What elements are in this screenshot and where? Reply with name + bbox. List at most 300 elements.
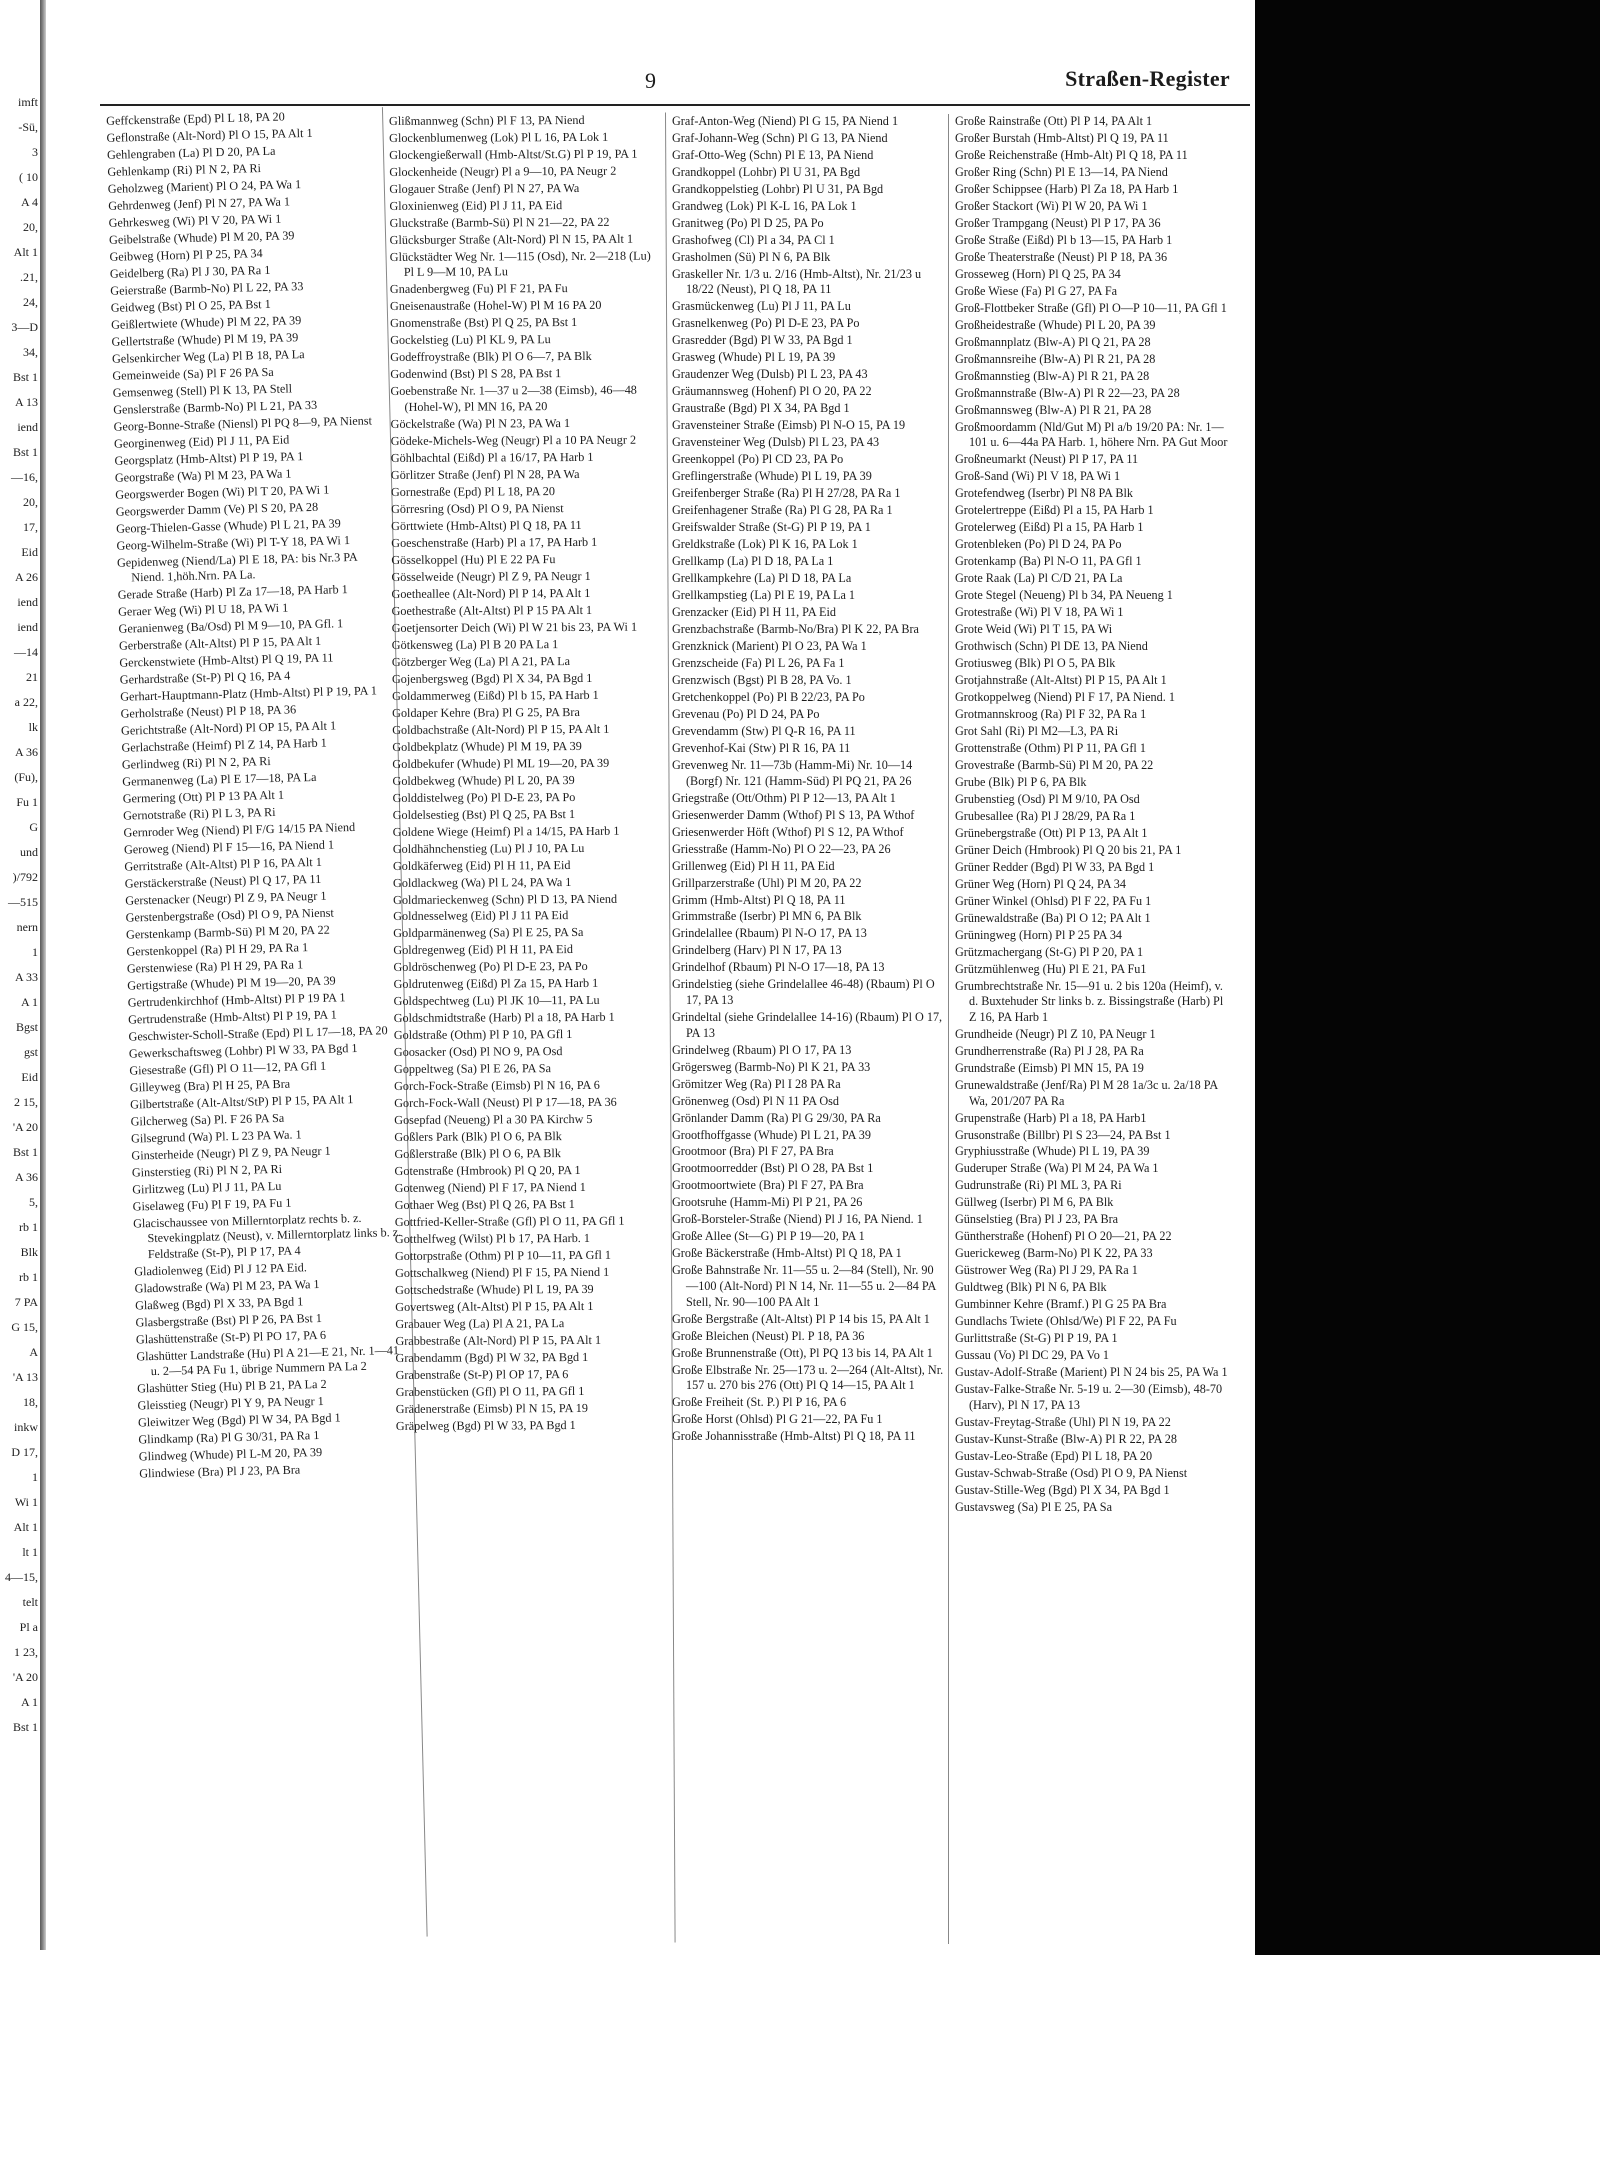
page-header <box>100 62 1250 106</box>
edge-fragment: rb 1 <box>19 1270 38 1284</box>
street-entry: Grindelhof (Rbaum) Pl N-O 17—18, PA 13 <box>672 960 885 975</box>
street-entry: Glückstädter Weg Nr. 1—115 (Osd), Nr. 2—218 (Lu) Pl L 9—M 10, PA Lu <box>389 248 651 280</box>
street-entry: Goßlers Park (Blk) Pl O 6, PA Blk <box>394 1129 562 1145</box>
register-columns <box>100 109 1250 1944</box>
street-entry: Grützmachergang (St-G) Pl P 20, PA 1 <box>955 944 1144 959</box>
street-entry: Glashüttenstraße (St-P) Pl PO 17, PA 6 <box>135 1327 327 1347</box>
street-entry: Grillenweg (Eid) Pl H 11, PA Eid <box>672 858 835 873</box>
edge-fragment: rb 1 <box>19 1220 38 1234</box>
street-entry: Gerlachstraße (Heimf) Pl Z 14, PA Harb 1 <box>121 735 327 755</box>
street-entry: Gernotstraße (Ri) Pl L 3, PA Ri <box>122 804 276 823</box>
edge-fragment: 2 15, <box>14 1095 38 1109</box>
street-entry: Grimmstraße (Iserbr) Pl MN 6, PA Blk <box>672 909 862 924</box>
street-entry: Goldspechtweg (Lu) Pl JK 10—11, PA Lu <box>393 993 600 1009</box>
street-entry: Große Brunnenstraße (Ott), Pl PQ 13 bis 14, PA Alt 1 <box>672 1345 933 1360</box>
street-entry: Grootmoortwiete (Bra) Pl F 27, PA Bra <box>672 1178 864 1193</box>
street-entry: Großheidestraße (Whude) Pl L 20, PA 39 <box>955 317 1156 332</box>
street-entry: Grindelweg (Rbaum) Pl O 17, PA 13 <box>672 1042 852 1057</box>
street-entry: Grasweg (Whude) Pl L 19, PA 39 <box>672 350 836 365</box>
street-entry: Glockenheide (Neugr) Pl a 9—10, PA Neugr 2 <box>389 163 617 179</box>
street-entry: Grabbestraße (Alt-Nord) Pl P 15, PA Alt 1 <box>395 1332 602 1349</box>
street-entry: Gerichtstraße (Alt-Nord) Pl OP 15, PA Alt 1 <box>120 718 337 738</box>
street-entry: Grashofweg (Cl) Pl a 34, PA Cl 1 <box>672 232 835 247</box>
street-entry: Großmoordamm (Nld/Gut M) Pl a/b 19/20 PA: Nr. 1—101 u. 6—44a PA Harb. 1, höhere Nrn. PA Gut Moor <box>955 419 1228 450</box>
street-entry: Goßlerstraße (Blk) Pl O 6, PA Blk <box>394 1146 561 1162</box>
street-entry: Glockengießerwall (Hmb-Altst/St.G) Pl P 19, PA 1 <box>389 146 638 162</box>
edge-fragment: 1 23, <box>14 1645 38 1659</box>
street-entry: Gerstäckerstraße (Neust) Pl Q 17, PA 11 <box>124 871 322 891</box>
edge-fragment: A 1 <box>20 1695 38 1709</box>
street-entry: Grotiusweg (Blk) Pl O 5, PA Blk <box>955 656 1116 671</box>
street-entry: Grundheide (Neugr) Pl Z 10, PA Neugr 1 <box>955 1026 1156 1041</box>
street-entry: Günselstieg (Bra) Pl J 23, PA Bra <box>955 1212 1119 1227</box>
street-entry: Glindweg (Whude) Pl L-M 20, PA 39 <box>138 1445 323 1464</box>
street-entry: Goldbekweg (Whude) Pl L 20, PA 39 <box>392 772 575 788</box>
street-entry: Grasredder (Bgd) Pl W 33, PA Bgd 1 <box>672 333 853 348</box>
street-entry: Gertrudenkirchhof (Hmb-Altst) Pl P 19 PA 1 <box>127 990 346 1010</box>
street-entry: Glogauer Straße (Jenf) Pl N 27, PA Wa <box>389 180 580 196</box>
street-entry: Göckelstraße (Wa) Pl N 23, PA Wa 1 <box>390 415 571 431</box>
street-entry: Gumbinner Kehre (Bramf.) Pl G 25 PA Bra <box>955 1297 1167 1312</box>
street-entry: Gehrdenweg (Jenf) Pl N 27, PA Wa 1 <box>108 194 291 213</box>
street-entry: Goldnesselweg (Eid) Pl J 11 PA Eid <box>393 908 569 924</box>
street-entry: Goldregenweg (Eid) Pl H 11, PA Eid <box>393 942 573 958</box>
street-entry: Grundstraße (Eimsb) Pl MN 15, PA 19 <box>955 1060 1144 1075</box>
street-entry: Gleiwitzer Weg (Bgd) Pl W 34, PA Bgd 1 <box>137 1410 341 1430</box>
street-entry: Germanenweg (La) Pl E 17—18, PA La <box>122 769 317 789</box>
street-entry: Große Theaterstraße (Neust) Pl P 18, PA 36 <box>955 249 1168 264</box>
street-entry: Gottschedstraße (Whude) Pl L 19, PA 39 <box>395 1282 594 1298</box>
street-entry: Grotenbleken (Po) Pl D 24, PA Po <box>955 537 1122 552</box>
street-entry: Goebenstraße Nr. 1—37 u 2—38 (Eimsb), 46—48 (Hohel-W), Pl MN 16, PA 20 <box>390 383 637 414</box>
edge-fragment: gst <box>23 1045 38 1059</box>
street-entry: Grotelertreppe (Eißd) Pl a 15, PA Harb 1 <box>955 503 1154 518</box>
column-3 <box>666 114 949 1944</box>
street-entry: Gorch-Fock-Wall (Neust) Pl P 17—18, PA 36 <box>394 1095 617 1111</box>
street-entry: Geibweg (Horn) Pl P 25, PA 34 <box>109 245 263 264</box>
street-entry: Goldbekplatz (Whude) Pl M 19, PA 39 <box>392 738 582 754</box>
edge-fragment: A 13 <box>14 395 38 409</box>
street-entry: Goldaper Kehre (Bra) Pl G 25, PA Bra <box>392 704 580 720</box>
street-entry: Grotmannskroog (Ra) Pl F 32, PA Ra 1 <box>955 707 1147 722</box>
street-entry: Gussau (Vo) Pl DC 29, PA Vo 1 <box>955 1348 1109 1363</box>
street-entry: Ginsterstieg (Ri) Pl N 2, PA Ri <box>131 1161 283 1180</box>
edge-fragment: inkw <box>14 1420 38 1434</box>
street-entry: Geschwister-Scholl-Straße (Epd) Pl L 17—18, PA 20 <box>128 1023 388 1044</box>
street-entry: Große Freiheit (St. P.) Pl P 16, PA 6 <box>672 1395 847 1410</box>
street-entry: Grindelberg (Harv) Pl N 17, PA 13 <box>672 943 842 958</box>
edge-fragment: A 4 <box>20 195 38 209</box>
edge-fragment: 'A 13 <box>12 1370 38 1384</box>
street-entry: Grumbrechtstraße Nr. 15—91 u. 2 bis 120a (Heimf), v. d. Buxtehuder Str links b. z. Bissingstraße (Harb) Pl Z 16, PA Harb 1 <box>955 978 1224 1024</box>
street-entry: Göhlbachtal (Eißd) Pl a 16/17, PA Harb 1 <box>390 449 594 465</box>
street-entry: Große Bäckerstraße (Hmb-Altst) Pl Q 18, PA 1 <box>672 1246 902 1261</box>
edge-fragment: 'A 20 <box>12 1120 38 1134</box>
street-entry: Großmannstraße (Blw-A) Pl R 22—23, PA 28 <box>955 385 1180 400</box>
edge-fragment: iend <box>17 420 38 434</box>
street-entry: Glockenblumenweg (Lok) Pl L 16, PA Lok 1 <box>389 129 609 145</box>
street-entry: Grögersweg (Barmb-No) Pl K 21, PA 33 <box>672 1059 871 1074</box>
street-entry: Gurlittstraße (St-G) Pl P 19, PA 1 <box>955 1331 1118 1346</box>
street-entry: Große Horst (Ohlsd) Pl G 21—22, PA Fu 1 <box>672 1412 883 1427</box>
street-entry: Grote Raak (La) Pl C/D 21, PA La <box>955 571 1123 586</box>
street-entry: Grevenau (Po) Pl D 24, PA Po <box>672 707 820 722</box>
scan-bottom-margin <box>0 1955 1600 2177</box>
street-entry: Golddistelweg (Po) Pl D-E 23, PA Po <box>392 789 576 805</box>
street-entry: Güntherstraße (Hohenf) Pl O 20—21, PA 22 <box>955 1229 1172 1244</box>
street-entry: Götzberger Weg (La) Pl A 21, PA La <box>391 653 571 669</box>
street-entry: Grosseweg (Horn) Pl Q 25, PA 34 <box>955 266 1121 281</box>
street-entry: Gockelstieg (Lu) Pl KL 9, PA Lu <box>390 332 551 348</box>
street-entry: Grindeltal (siehe Grindelallee 14-16) (Rbaum) Pl O 17, PA 13 <box>672 1010 943 1040</box>
street-entry: Gehlengraben (La) Pl D 20, PA La <box>106 143 276 162</box>
street-entry: Gotenstraße (Hmbrook) Pl Q 20, PA 1 <box>394 1163 581 1179</box>
edge-fragment: 4—15, <box>5 1570 38 1584</box>
street-entry: Götkensweg (La) Pl B 20 PA La 1 <box>391 636 559 652</box>
street-entry: Großer Burstah (Hmb-Altst) Pl Q 19, PA 11 <box>955 130 1169 145</box>
street-entry: Greifenberger Straße (Ra) Pl H 27/28, PA Ra 1 <box>672 486 901 501</box>
street-entry: Goeschenstraße (Harb) Pl a 17, PA Harb 1 <box>391 534 598 550</box>
street-entry: Grote Stegel (Neueng) Pl b 34, PA Neueng 1 <box>955 588 1173 603</box>
edge-fragment: Bst 1 <box>12 370 38 384</box>
street-entry: Gundlachs Twiete (Ohlsd/We) Pl F 22, PA Fu <box>955 1314 1177 1329</box>
edge-fragment: Alt 1 <box>13 245 38 259</box>
street-entry: Godeffroystraße (Blk) Pl O 6—7, PA Blk <box>390 349 592 365</box>
street-entry: Grasnelkenweg (Po) Pl D-E 23, PA Po <box>672 316 860 331</box>
street-entry: Goldschmidtstraße (Harb) Pl a 18, PA Harb 1 <box>393 1010 615 1026</box>
edge-fragment: Wi 1 <box>14 1495 38 1509</box>
street-entry: Greifenhagener Straße (Ra) Pl G 28, PA Ra 1 <box>672 503 893 518</box>
street-entry: Goldlackweg (Wa) Pl L 24, PA Wa 1 <box>392 874 572 890</box>
street-entry: Ginsterheide (Neugr) Pl Z 9, PA Neugr 1 <box>131 1143 331 1163</box>
street-entry: Grandkoppel (Lohbr) Pl U 31, PA Bgd <box>672 164 861 179</box>
street-entry: Große Rainstraße (Ott) Pl P 14, PA Alt 1 <box>955 114 1153 128</box>
street-entry: Grabendamm (Bgd) Pl W 32, PA Bgd 1 <box>395 1350 589 1366</box>
street-entry: Graf-Anton-Weg (Niend) Pl G 15, PA Niend 1 <box>672 114 899 128</box>
street-entry: Griesenwerder Damm (Wthof) Pl S 13, PA Wthof <box>672 807 915 822</box>
edge-fragment: ( 10 <box>19 170 38 184</box>
street-entry: Grüner Winkel (Ohlsd) Pl F 22, PA Fu 1 <box>955 893 1152 908</box>
street-entry: Gerritstraße (Alt-Altst) Pl P 16, PA Alt 1 <box>124 854 323 874</box>
edge-fragment: iend <box>17 620 38 634</box>
street-entry: Grellkampkehre (La) Pl D 18, PA La <box>672 571 852 586</box>
street-entry: Glücksburger Straße (Alt-Nord) Pl N 15, PA Alt 1 <box>389 231 634 247</box>
street-entry: Guldtweg (Blk) Pl N 6, PA Blk <box>955 1280 1107 1295</box>
edge-fragment: Bgst <box>15 1020 38 1034</box>
street-entry: Glashütter Landstraße (Hu) Pl A 21—E 21, Nr. 1—41 u. 2—54 PA Fu 1, übrige Nummern PA La 2 <box>136 1342 400 1379</box>
street-entry: Genslerstraße (Barmb-No) Pl L 21, PA 33 <box>113 397 318 417</box>
street-entry: Goldrutenweg (Eißd) Pl Za 15, PA Harb 1 <box>393 976 599 992</box>
street-entry: Geidelberg (Ra) Pl J 30, PA Ra 1 <box>109 262 271 281</box>
street-entry: Grunewaldstraße (Jenf/Ra) Pl M 28 1a/3c u. 2a/18 PA Wa, 201/207 PA Ra <box>955 1077 1218 1108</box>
street-entry: Grützmühlenweg (Hu) Pl E 21, PA Fu1 <box>955 961 1147 976</box>
street-entry: Greifswalder Straße (St-G) Pl P 19, PA 1 <box>672 520 871 535</box>
street-entry: Gothaer Weg (Bst) Pl Q 26, PA Bst 1 <box>394 1197 575 1213</box>
edge-fragment: A 33 <box>14 970 38 984</box>
street-entry: Groß-Flottbeker Straße (Gfl) Pl O—P 10—11, PA Gfl 1 <box>955 300 1227 315</box>
edge-fragment: Eid <box>21 545 38 559</box>
column-4 <box>949 114 1232 1944</box>
edge-fragment: lt 1 <box>22 1545 38 1559</box>
street-entry: Grubenstieg (Osd) Pl M 9/10, PA Osd <box>955 791 1140 806</box>
street-entry: Gosepfad (Neueng) Pl a 30 PA Kirchw 5 <box>394 1112 593 1128</box>
street-entry: Georgsplatz (Hmb-Altst) Pl P 19, PA 1 <box>114 448 304 468</box>
street-entry: Gustavsweg (Sa) Pl E 25, PA Sa <box>955 1499 1112 1514</box>
edge-fragment: 21 <box>26 670 38 684</box>
edge-fragment: und <box>20 845 38 859</box>
street-entry: Grotelerweg (Eißd) Pl a 15, PA Harb 1 <box>955 520 1144 535</box>
street-entry: Guderuper Straße (Wa) Pl M 24, PA Wa 1 <box>955 1161 1159 1176</box>
street-entry: Görttwiete (Hmb-Altst) Pl Q 18, PA 11 <box>391 517 582 533</box>
edge-fragment: iend <box>17 595 38 609</box>
edge-fragment: 20, <box>23 220 38 234</box>
street-entry: Goetjensorter Deich (Wi) Pl W 21 bis 23, PA Wi 1 <box>391 619 638 635</box>
street-entry: Geffckenstraße (Epd) Pl L 18, PA 20 <box>105 109 285 128</box>
street-entry: Graudenzer Weg (Dulsb) Pl L 23, PA 43 <box>672 367 868 382</box>
street-entry: Gluckstraße (Barmb-Sü) Pl N 21—22, PA 22 <box>389 214 610 230</box>
street-entry: Gornestraße (Epd) Pl L 18, PA 20 <box>390 483 555 499</box>
edge-fragment: 7 PA <box>14 1295 38 1309</box>
street-entry: Gösselkoppel (Hu) Pl E 22 PA Fu <box>391 551 556 567</box>
edge-fragment: )/792 <box>12 870 38 884</box>
edge-fragment: Bst 1 <box>12 1145 38 1159</box>
column-2 <box>383 113 676 1944</box>
street-entry: Gloxinienweg (Eid) Pl J 11, PA Eid <box>389 197 563 213</box>
street-entry: Görresring (Osd) Pl O 9, PA Nienst <box>391 500 564 516</box>
street-entry: Geflonstraße (Alt-Nord) Pl O 15, PA Alt 1 <box>106 125 313 145</box>
street-entry: Grotjahnstraße (Alt-Altst) Pl P 15, PA Alt 1 <box>955 673 1167 688</box>
edge-fragment: 1 <box>32 945 38 959</box>
street-entry: Govertsweg (Alt-Altst) Pl P 15, PA Alt 1 <box>395 1299 594 1315</box>
street-entry: Geraer Weg (Wi) Pl U 18, PA Wi 1 <box>117 600 289 619</box>
street-entry: Gilsegrund (Wa) Pl. L 23 PA Wa. 1 <box>130 1127 302 1146</box>
street-entry: Grot Sahl (Ri) Pl M2—L3, PA Ri <box>955 724 1119 739</box>
street-entry: Guerickeweg (Barm-No) Pl K 22, PA 33 <box>955 1246 1153 1261</box>
street-entry: Goldstraße (Othm) Pl P 10, PA Gfl 1 <box>393 1027 573 1043</box>
edge-fragment: A 36 <box>14 1170 38 1184</box>
street-entry: Große Johannisstraße (Hmb-Altst) Pl Q 18, PA 11 <box>672 1429 916 1444</box>
edge-fragment: —515 <box>8 895 38 909</box>
edge-fragment: 'A 20 <box>12 1670 38 1684</box>
street-entry: Goppeltweg (Sa) Pl E 26, PA Sa <box>393 1061 552 1077</box>
street-entry: Goosacker (Osd) Pl NO 9, PA Osd <box>393 1044 563 1060</box>
edge-fragment: (Fu), <box>14 770 38 784</box>
street-entry: Germering (Ott) Pl P 13 PA Alt 1 <box>122 787 285 806</box>
street-entry: Grube (Blk) Pl P 6, PA Blk <box>955 775 1087 789</box>
street-entry: Glacischaussee von Millerntorplatz rechts b. z. Stevekingplatz (Neust), v. Millerntorplatz links b. z. Feldstraße (St-P), Pl P 17, PA 4 <box>132 1210 402 1261</box>
street-entry: Grasholmen (Sü) Pl N 6, PA Blk <box>672 249 831 264</box>
street-entry: Gerstenacker (Neugr) Pl Z 9, PA Neugr 1 <box>125 888 327 908</box>
street-entry: Greenkoppel (Po) Pl CD 23, PA Po <box>672 452 844 467</box>
street-entry: Giselaweg (Fu) Pl F 19, PA Fu 1 <box>132 1195 292 1214</box>
street-entry: Großer Schippsee (Harb) Pl Za 18, PA Harb 1 <box>955 181 1179 196</box>
street-entry: Gernroder Weg (Niend) Pl F/G 14/15 PA Niend <box>123 819 356 840</box>
scan-border-right <box>1255 0 1600 2177</box>
street-entry: Gepidenweg (Niend/La) Pl E 18, PA: bis Nr.3 PA Niend. 1,höh.Nrn. PA La. <box>116 549 358 585</box>
edge-fragment: 5, <box>29 1195 38 1209</box>
street-entry: Gustav-Freytag-Straße (Uhl) Pl N 19, PA 22 <box>955 1414 1171 1429</box>
street-entry: Georg-Wilhelm-Straße (Wi) Pl T-Y 18, PA Wi 1 <box>116 532 351 553</box>
street-entry: Glasbergstraße (Bst) Pl P 26, PA Bst 1 <box>135 1310 323 1330</box>
street-entry: Geierstraße (Barmb-No) Pl L 22, PA 33 <box>110 278 304 298</box>
street-entry: Gräumannsweg (Hohenf) Pl O 20, PA 22 <box>672 384 872 399</box>
street-entry: Gladiolenweg (Eid) Pl J 12 PA Eid. <box>134 1260 307 1279</box>
street-entry: Grothwisch (Schn) Pl DE 13, PA Niend <box>955 639 1148 654</box>
street-entry: Grottenstraße (Othm) Pl P 11, PA Gfl 1 <box>955 741 1146 756</box>
edge-fragment: G 15, <box>11 1320 38 1334</box>
edge-fragment: 24, <box>23 295 38 309</box>
edge-fragment: A 36 <box>14 745 38 759</box>
street-entry: Grote Weid (Wi) Pl T 15, PA Wi <box>955 622 1113 637</box>
street-entry: Grabenstraße (St-P) Pl OP 17, PA 6 <box>395 1367 569 1383</box>
street-entry: Gertigstraße (Whude) Pl M 19—20, PA 39 <box>127 973 336 993</box>
street-entry: Groß-Borsteler-Straße (Niend) Pl J 16, PA Niend. 1 <box>672 1212 923 1227</box>
edge-fragment: .21, <box>20 270 38 284</box>
street-entry: Geibelstraße (Whude) Pl M 20, PA 39 <box>108 228 295 247</box>
street-entry: Goethestraße (Alt-Altst) Pl P 15 PA Alt 1 <box>391 602 593 618</box>
street-entry: Greflingerstraße (Whude) Pl L 19, PA 39 <box>672 469 872 484</box>
street-entry: Gräpelweg (Bgd) Pl W 33, PA Bgd 1 <box>395 1418 576 1433</box>
edge-fragment: 3—D <box>11 320 38 334</box>
street-entry: Großneumarkt (Neust) Pl P 17, PA 11 <box>955 452 1139 467</box>
street-entry: Gemeinweide (Sa) Pl F 26 PA Sa <box>112 364 274 383</box>
street-entry: Georginenweg (Eid) Pl J 11, PA Eid <box>113 432 290 451</box>
street-entry: Gravensteiner Weg (Dulsb) Pl L 23, PA 43 <box>672 435 880 450</box>
book-gutter <box>40 0 46 1950</box>
street-entry: Gustav-Falke-Straße Nr. 5-19 u. 2—30 (Eimsb), 48-70 (Harv), Pl N 17, PA 13 <box>955 1382 1223 1412</box>
street-entry: Grandweg (Lok) Pl K-L 16, PA Lok 1 <box>672 198 857 213</box>
street-entry: Goetheallee (Alt-Nord) Pl P 14, PA Alt 1 <box>391 585 591 601</box>
street-entry: Grüningweg (Horn) Pl P 25 PA 34 <box>955 927 1123 942</box>
edge-fragment: D 17, <box>11 1445 38 1459</box>
street-entry: Grootfhoffgasse (Whude) Pl L 21, PA 39 <box>672 1127 871 1142</box>
street-entry: Goldbekufer (Whude) Pl ML 19—20, PA 39 <box>392 755 610 771</box>
street-entry: Geißlertwiete (Whude) Pl M 22, PA 39 <box>110 312 302 332</box>
edge-fragment: —16, <box>11 470 38 484</box>
street-entry: Griesenwerder Höft (Wthof) Pl S 12, PA Wthof <box>672 824 904 839</box>
edge-fragment: 17, <box>23 520 38 534</box>
edge-fragment: Alt 1 <box>13 1520 38 1534</box>
edge-fragment: Bst 1 <box>12 445 38 459</box>
street-entry: Gerhart-Hauptmann-Platz (Hmb-Altst) Pl P 19, PA 1 <box>120 683 378 704</box>
edge-fragment: nern <box>16 920 38 934</box>
street-entry: Goldmarieckenweg (Schn) Pl D 13, PA Niend <box>393 891 618 907</box>
street-entry: Große Wiese (Fa) Pl G 27, PA Fa <box>955 283 1118 298</box>
edge-fragment: Bst 1 <box>12 1720 38 1734</box>
street-entry: Georg-Thielen-Gasse (Whude) Pl L 21, PA 39 <box>115 515 341 536</box>
street-entry: Grömitzer Weg (Ra) Pl I 28 PA Ra <box>672 1076 841 1091</box>
street-entry: Große Bleichen (Neust) Pl. P 18, PA 36 <box>672 1328 865 1343</box>
edge-fragment: 34, <box>23 345 38 359</box>
edge-fragment: A 26 <box>14 570 38 584</box>
edge-fragment: Eid <box>21 1070 38 1084</box>
street-entry: Geholzweg (Marient) Pl O 24, PA Wa 1 <box>107 177 302 196</box>
street-entry: Gryphiusstraße (Whude) Pl L 19, PA 39 <box>955 1144 1150 1159</box>
street-entry: Große Bergstraße (Alt-Altst) Pl P 14 bis 15, PA Alt 1 <box>672 1311 930 1326</box>
street-entry: Gehrkesweg (Wi) Pl V 20, PA Wi 1 <box>108 211 282 230</box>
street-entry: Grenzknick (Marient) Pl O 23, PA Wa 1 <box>672 639 867 654</box>
street-entry: Gewerkschaftsweg (Lohbr) Pl W 33, PA Bgd 1 <box>128 1040 358 1061</box>
street-entry: Grootmoor (Bra) Pl F 27, PA Bra <box>672 1144 834 1159</box>
edge-fragment: 18, <box>23 1395 38 1409</box>
edge-fragment: 20, <box>23 495 38 509</box>
street-entry: Gödeke-Michels-Weg (Neugr) Pl a 10 PA Neugr 2 <box>390 432 637 448</box>
edge-fragment: A <box>29 1345 38 1359</box>
street-entry: Grabauer Weg (La) Pl A 21, PA La <box>395 1316 565 1332</box>
street-entry: Gilleyweg (Bra) Pl H 25, PA Bra <box>129 1076 291 1095</box>
street-entry: Gottfried-Keller-Straße (Gfl) Pl O 11, PA Gfl 1 <box>394 1213 625 1230</box>
edge-fragment: Pl a <box>19 1620 38 1634</box>
edge-fragment: imft <box>18 95 38 109</box>
street-entry: Gerholstraße (Neust) Pl P 18, PA 36 <box>120 702 297 721</box>
street-entry: Gehlenkamp (Ri) Pl N 2, PA Ri <box>107 161 262 179</box>
street-entry: Grellkampstieg (La) Pl E 19, PA La 1 <box>672 588 856 603</box>
street-entry: Georgswerder Damm (Ve) Pl S 20, PA 28 <box>115 499 319 519</box>
street-entry: Glißmannweg (Schn) Pl F 13, PA Niend <box>388 112 585 128</box>
street-entry: Gustav-Adolf-Straße (Marient) Pl N 24 bis 25, PA Wa 1 <box>955 1365 1228 1380</box>
street-entry: Griesstraße (Hamm-No) Pl O 22—23, PA 26 <box>672 841 891 856</box>
street-entry: Goldbachstraße (Alt-Nord) Pl P 15, PA Alt 1 <box>392 721 610 737</box>
street-entry: Grönlander Damm (Ra) Pl G 29/30, PA Ra <box>672 1110 881 1125</box>
street-entry: Gerstenkoppel (Ra) Pl H 29, PA Ra 1 <box>126 940 309 959</box>
street-entry: Grotenkamp (Ba) Pl N-O 11, PA Gfl 1 <box>955 554 1142 569</box>
street-entry: Gilbertstraße (Alt-Altst/StP) Pl P 15, PA Alt 1 <box>130 1091 354 1112</box>
street-entry: Grüner Deich (Hmbrook) Pl Q 20 bis 21, PA 1 <box>955 842 1182 857</box>
street-entry: Godenwind (Bst) Pl S 28, PA Bst 1 <box>390 366 562 382</box>
street-entry: Goldelsestieg (Bst) Pl Q 25, PA Bst 1 <box>392 806 576 822</box>
street-entry: Görlitzer Straße (Jenf) Pl N 28, PA Wa <box>390 466 580 482</box>
street-entry: Grenzacker (Eid) Pl H 11, PA Eid <box>672 605 836 620</box>
street-entry: Grillparzerstraße (Uhl) Pl M 20, PA 22 <box>672 875 862 890</box>
street-entry: Gretchenkoppel (Po) Pl B 22/23, PA Po <box>672 690 865 705</box>
street-entry: Gustav-Stille-Weg (Bgd) Pl X 34, PA Bgd 1 <box>955 1482 1170 1497</box>
edge-fragment: lk <box>28 720 38 734</box>
street-entry: Grindelstieg (siehe Grindelallee 46-48) (Rbaum) Pl O 17, PA 13 <box>672 977 935 1008</box>
edge-fragment: Fu 1 <box>16 795 38 809</box>
street-entry: Grotkoppelweg (Niend) Pl F 17, PA Niend. 1 <box>955 690 1175 705</box>
street-entry: Georgswerder Bogen (Wi) Pl T 20, PA Wi 1 <box>115 482 330 502</box>
street-entry: Grootmoorredder (Bst) Pl O 28, PA Bst 1 <box>672 1161 874 1176</box>
edge-fragment: 3 <box>32 145 38 159</box>
street-entry: Große Bahnstraße Nr. 11—55 u. 2—84 (Stell), Nr. 90—100 (Alt-Nord) Pl N 14, Nr. 11—55 u. 2—84 PA Stell, Nr. 90—100 PA Alt 1 <box>672 1263 936 1309</box>
street-entry: Gilcherweg (Sa) Pl. F 26 PA Sa <box>130 1110 285 1129</box>
page-number: 9 <box>645 68 656 93</box>
street-entry: Gnadenbergweg (Fu) Pl F 21, PA Fu <box>389 281 568 297</box>
street-entry: Griegstraße (Ott/Othm) Pl P 12—13, PA Alt 1 <box>672 790 896 805</box>
street-entry: Gerlindweg (Ri) Pl N 2, PA Ri <box>121 754 271 772</box>
street-entry: Grabenstücken (Gfl) Pl O 11, PA Gfl 1 <box>395 1384 585 1399</box>
edge-fragment: telt <box>22 1595 38 1609</box>
street-entry: Grädenerstraße (Eimsb) Pl N 15, PA 19 <box>395 1400 588 1416</box>
street-entry: Grimm (Hmb-Altst) Pl Q 18, PA 11 <box>672 892 846 907</box>
street-entry: Giesestraße (Gfl) Pl O 11—12, PA Gfl 1 <box>129 1058 327 1078</box>
street-entry: Geroweg (Niend) Pl F 15—16, PA Niend 1 <box>123 837 335 857</box>
street-entry: Gneisenaustraße (Hohel-W) Pl M 16 PA 20 <box>389 298 602 314</box>
edge-fragment: G <box>29 820 38 834</box>
street-entry: Grüner Redder (Bgd) Pl W 33, PA Bgd 1 <box>955 859 1155 874</box>
street-entry: Grünewaldstraße (Ba) Pl O 12; PA Alt 1 <box>955 910 1151 925</box>
street-entry: Grindelallee (Rbaum) Pl N-O 17, PA 13 <box>672 926 867 941</box>
street-entry: Gustav-Leo-Straße (Epd) Pl L 18, PA 20 <box>955 1448 1153 1463</box>
street-entry: Goldkäferweg (Eid) Pl H 11, PA Eid <box>392 857 571 873</box>
register-title: Straßen-Register <box>1065 66 1230 91</box>
previous-page-edge <box>0 90 40 1940</box>
street-entry: Goldparmänenweg (Sa) Pl E 25, PA Sa <box>393 925 584 941</box>
street-entry: Grandkoppelstieg (Lohbr) Pl U 31, PA Bgd <box>672 181 884 196</box>
street-entry: Gerhardstraße (St-P) Pl Q 16, PA 4 <box>119 668 291 687</box>
edge-fragment: A 1 <box>20 995 38 1009</box>
street-entry: Grootsruhe (Hamm-Mi) Pl P 21, PA 26 <box>672 1195 863 1210</box>
